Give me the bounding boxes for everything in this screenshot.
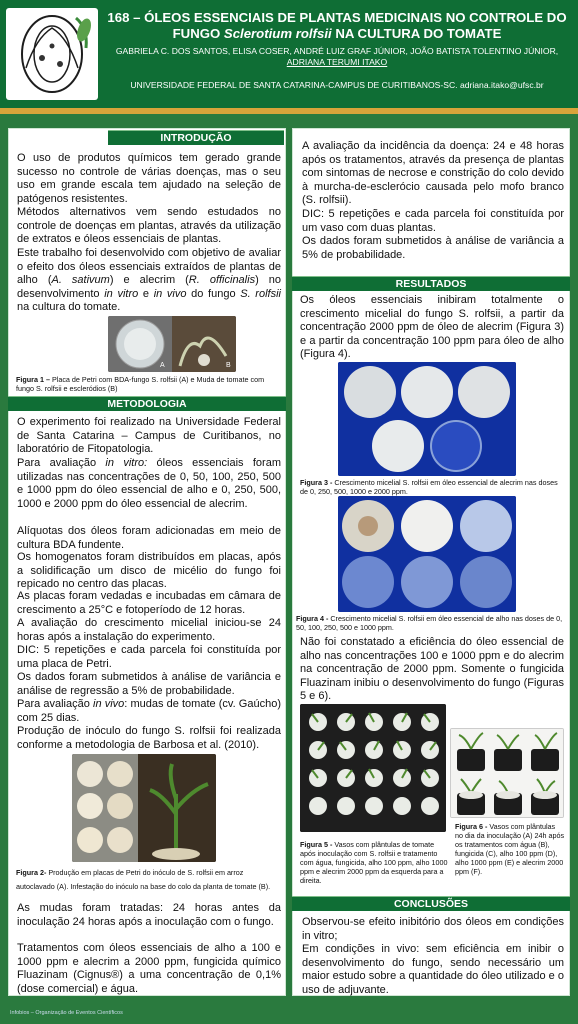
resultados-paragraph-1: Os óleos essenciais inibiram totalmente o crescimento micelial do fungo S. rolfsii, a partir da concentração 2000 ppm de óleo de alecrim (Figura 3) e a partir da concentração 100 ppm para óleo de alho (Figura 4).: [300, 294, 564, 360]
right-paragraph-3: Os dados foram submetidos à análise de variância a 5% de probabilidade.: [302, 235, 564, 261]
figure-4-caption: [296, 614, 566, 632]
introducao-heading: INTRODUÇÃO: [108, 130, 284, 145]
conclusoes-paragraph-2: Em condições in vivo: sem eficiência em inibir o desenvolvimento do fungo, sendo necessário um maior estudo sobre a quantidade do óleo utilizado e o uso de adjuvante.: [302, 943, 564, 996]
poster-title: [102, 10, 572, 42]
metodo-p2-c: óleos essenciais foram utilizadas nas concentrações de 0, 50, 100, 250, 500 e 1000 ppm do óleo essencial de alho e 0, 250, 500, 1000 e 2000 ppm do óleo essencial de alecrim.: [17, 457, 281, 510]
title-line-1: 168 – ÓLEOS ESSENCIAIS DE PLANTAS MEDICINAIS NO CONTROLE DO: [107, 10, 567, 25]
figure-1-label-b: B: [226, 362, 231, 369]
intro-p3-g: e: [138, 287, 154, 300]
intro-p3-a: Este trabalho foi desenvolvido com objetivo de avaliar o efeito dos óleos essenciais extraídos de plantas de alho (: [17, 247, 281, 286]
figure-1-caption-label: Figura 1 –: [16, 375, 50, 384]
figure-5-caption: [300, 840, 448, 885]
metodo-paragraph-11: As mudas foram tratadas: 24 horas antes da inoculação 24 horas após a inoculação com o fungo.: [17, 902, 281, 928]
intro-p3-i: do fungo: [186, 287, 241, 300]
metodo-paragraph-1: O experimento foi realizado na Universidade Federal de Santa Catarina – Campus de Curitibanos, no laboratório de Fitopatologia.: [17, 416, 281, 455]
figure-6-photo: [450, 728, 564, 818]
figure-2-caption: [16, 866, 282, 893]
metodo-paragraph-4: Os homogenatos foram distribuídos em placas, após a solidificação um disco de micélio do fungo foi repicado no centro das placas.: [17, 551, 281, 590]
title-line-2-pre: FUNGO: [172, 26, 224, 41]
title-line-2: [102, 26, 572, 42]
metodo-paragraph-2: [17, 457, 281, 511]
metodologia-heading: METODOLOGIA: [8, 396, 286, 411]
figure-1-caption: [16, 375, 282, 393]
figure-2-caption-text: Produção em placas de Petri do inóculo de S. rolfsii em arroz autoclavado (A). Infestação do inóculo na base do colo da planta de tomate (B).: [16, 868, 271, 891]
resultados-heading: RESULTADOS: [292, 276, 570, 291]
figure-1-label-a: A: [160, 362, 165, 369]
intro-p3-b: A. sativum: [51, 274, 110, 286]
authors: [102, 46, 572, 68]
figure-3-caption-text: Crescimento micelial S. rolfsii em óleo essencial de alecrim nas doses de 0, 250, 500, 1000 e 2000 ppm.: [300, 478, 558, 496]
metodo-paragraph-12: Tratamentos com óleos essenciais de alho a 100 e 1000 ppm e alecrim a 2000 ppm, fungicida químico Fluazinam (Cignus®) a uma concentração de 0,1% (dose comercial) e água.: [17, 942, 281, 995]
intro-p3-f: in vitro: [104, 287, 139, 300]
authors-line-2: ADRIANA TERUMI ITAKO: [286, 57, 388, 67]
intro-p3-c: ) e alecrim (: [109, 274, 189, 286]
metodo-paragraph-10: Produção de inóculo do fungo S. rolfsii foi realizada conforme a metodologia de Barbosa et al. (2010).: [17, 725, 281, 751]
metodo-p9-b: in vivo: [93, 698, 125, 710]
figure-4-caption-label: Figura 4 -: [296, 614, 329, 623]
figure-1-caption-text: Placa de Petri com BDA-fungo S. rolfsii (A) e Muda de tomate com fungo S. rolfsii e escleródios (B): [16, 375, 265, 393]
figure-2-caption-label: Figura 2-: [16, 868, 47, 877]
intro-p3-h: in vivo: [153, 287, 187, 300]
intro-p3-j: S. rolfsii: [240, 287, 281, 300]
figure-3-caption: [300, 478, 564, 496]
metodo-paragraph-3: Alíquotas dos óleos foram adicionadas em meio de cultura BDA fundente.: [17, 525, 281, 551]
intro-paragraph-3: [17, 247, 281, 315]
figure-3-photo: [338, 362, 516, 476]
title-line-2-post: NA CULTURA DO TOMATE: [331, 26, 502, 41]
metodo-paragraph-7: DIC: 5 repetições e cada parcela foi constituída por uma placa de Petri.: [17, 644, 281, 670]
figure-3-caption-label: Figura 3 -: [300, 478, 333, 487]
authors-line-1: GABRIELA C. DOS SANTOS, ELISA COSER, ANDRÉ LUIZ GRAF JÚNIOR, JOÃO BATISTA TOLENTINO JÚNIOR,: [115, 46, 559, 56]
conclusoes-paragraph-1: Observou-se efeito inibitório dos óleos em condições in vitro;: [302, 916, 564, 942]
figure-5-photo: [300, 704, 446, 832]
conclusoes-heading: CONCLUSÕES: [292, 896, 570, 911]
metodo-paragraph-6: A avaliação do crescimento micelial iniciou-se 24 horas após a instalação do experimento.: [17, 617, 281, 643]
intro-p3-d: R. officinalis: [188, 274, 256, 286]
resultados-paragraph-2: Não foi constatado a eficiência do óleo essencial de alho nas concentrações 100 e 1000 ppm e do alecrim na concentração de 2000 ppm. Somente o fungicida Fluazinam inibiu o desenvolvimento do fungo (Figuras 5 e 6).: [300, 636, 564, 702]
figure-5-caption-text: Vasos com plântulas de tomate após inoculação com S. rolfsii e tratamento com água, fungicida, alho 100 ppm, alho 1000 ppm e alecrim 2000 ppm da esquerda para a direita.: [300, 840, 448, 885]
metodo-p9-a: Para avaliação: [17, 698, 93, 710]
intro-paragraph-1: O uso de produtos químicos tem gerado grande sucesso no controle de várias doenças, mas o seu uso em grande escala tem ajudado na seleção de patógenos resistentes.: [17, 152, 281, 205]
figure-6-caption: [455, 822, 565, 876]
institution: UNIVERSIDADE FEDERAL DE SANTA CATARINA-CAMPUS DE CURITIBANOS-SC. adriana.itako@ufsc.br: [130, 80, 544, 90]
poster-header: [0, 0, 578, 108]
intro-p3-e: ) no desenvolvimento: [17, 274, 281, 300]
right-paragraph-2: DIC: 5 repetições e cada parcela foi constituída por um vaso com duas plantas.: [302, 208, 564, 234]
figure-2-photo: [72, 754, 216, 862]
metodo-p2-a: Para avaliação: [17, 457, 106, 469]
right-paragraph-1: A avaliação da incidência da doença: 24 e 48 horas após os tratamentos, através da presença de plantas com sintomas de necrose e constrição do colo devido à murcha-de-esclerócio causada pelo mofo branco (S. rolfsii).: [302, 140, 564, 206]
metodo-paragraph-8: Os dados foram submetidos à análise de variância e análise de regressão a 5% de probabilidade.: [17, 671, 281, 697]
intro-p3-k: na cultura do tomate.: [17, 301, 121, 313]
metodo-paragraph-5: As placas foram vedadas e incubadas em câmara de crescimento a 25°C e fotoperíodo de 12 horas.: [17, 590, 281, 616]
metodo-paragraph-9: [17, 698, 281, 725]
title-species: Sclerotium rolfsii: [223, 26, 332, 41]
metodo-p9-c: : mudas de tomate (cv. Gaúcho) com 25 dias.: [17, 698, 281, 724]
figure-6-caption-label: Figura 6 -: [455, 822, 488, 831]
intro-paragraph-2: Métodos alternativos vem sendo estudados no controle de doenças em plantas, através da utilização de extratos e óleos essenciais de plantas.: [17, 206, 281, 245]
metodo-p2-b: in vitro:: [105, 457, 148, 469]
header-stripe: [0, 108, 578, 114]
figure-1-photo: [108, 316, 236, 372]
footer-credit: Infobios – Organização de Eventos Científicos: [10, 1010, 123, 1016]
figure-6-caption-text: Vasos com plântulas no dia da inoculação (A) 24h após os tratamentos com água (B), fungicida (C), alho 100 ppm (D), alho 1000 ppm (E) e alecrim 2000 ppm (F).: [455, 822, 565, 876]
figure-4-photo: [338, 496, 516, 612]
figure-5-caption-label: Figura 5 -: [300, 840, 333, 849]
institution-logo: [6, 8, 98, 100]
figure-4-caption-text: Crescimento micelial S. rolfsii em óleo essencial de alho nas doses de 0, 50, 100, 250, 500 e 1000 ppm.: [296, 614, 563, 632]
